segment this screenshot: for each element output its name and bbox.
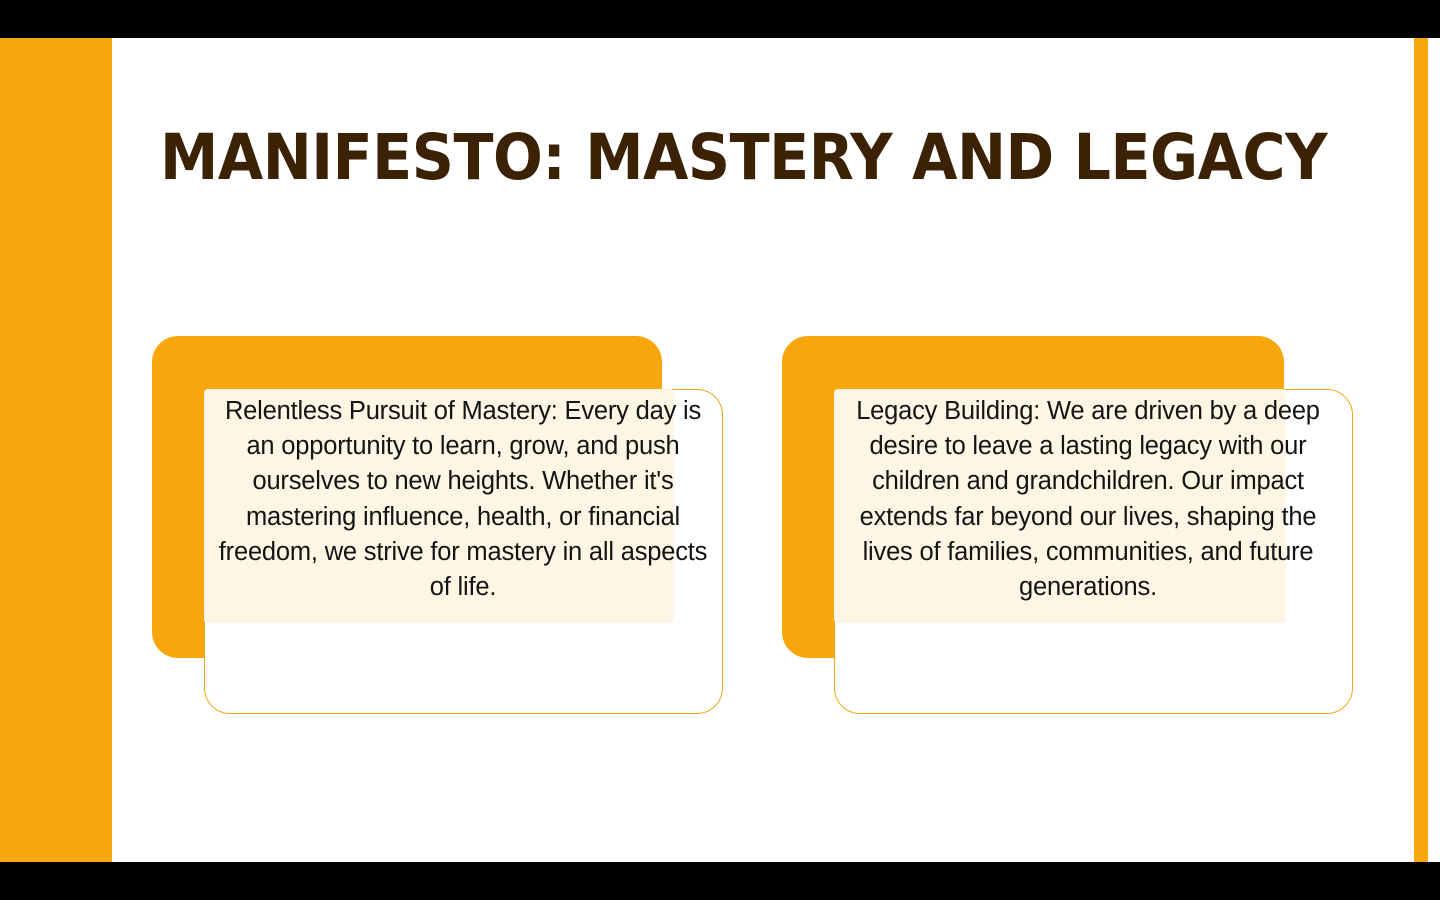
card-text-mastery: Relentless Pursuit of Mastery: Every day is an opportunity to learn, grow, and push ourselves to new heights. Whether it's mastering influence, health, or financial freedom, we strive for mastery in all aspects of life.	[218, 397, 708, 601]
left-decorative-band	[0, 38, 112, 862]
slide-canvas	[0, 38, 1440, 862]
wave-edge-icon	[60, 38, 120, 862]
card-text-legacy: Legacy Building: We are driven by a deep desire to leave a lasting legacy with our children and grandchildren. Our impact extends far beyond our lives, shaping the lives of families, communities, and future generations.	[856, 397, 1320, 601]
page-title: MANIFESTO: MASTERY AND LEGACY	[160, 121, 1328, 194]
right-margin	[1428, 38, 1440, 862]
right-decorative-bar	[1414, 38, 1428, 862]
